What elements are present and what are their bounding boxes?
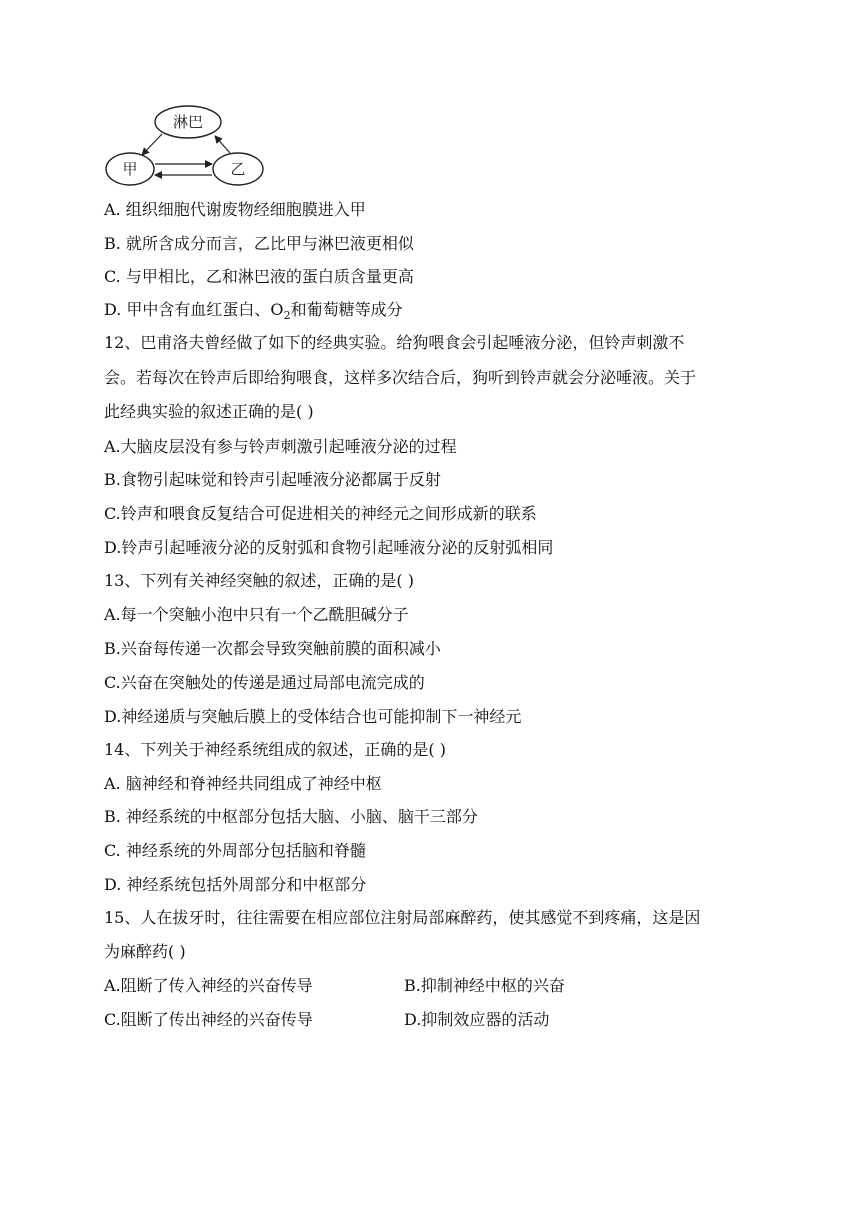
q13-option-a: A.每一个突触小泡中只有一个乙酰胆碱分子 — [104, 605, 409, 624]
q12-stem-line1: 12、巴甫洛夫曾经做了如下的经典实验。给狗喂食会引起唾液分泌，但铃声刺激不 — [104, 333, 685, 352]
q11-option-d-text: D. 甲中含有血红蛋白、O — [104, 300, 284, 319]
q12-option-d: D.铃声引起唾液分泌的反射弧和食物引起唾液分泌的反射弧相同 — [104, 538, 554, 557]
q12-stem-line2: 会。若每次在铃声后即给狗喂食，这样多次结合后，狗听到铃声就会分泌唾液。关于 — [104, 368, 697, 387]
q15-option-b: B.抑制神经中枢的兴奋 — [404, 976, 565, 995]
q14-option-c: C. 神经系统的外周部分包括脑和脊髓 — [104, 841, 366, 860]
q14-stem: 14、下列关于神经系统组成的叙述，正确的是( ) — [104, 740, 446, 759]
body-fluid-diagram — [100, 100, 270, 192]
q15-option-d: D.抑制效应器的活动 — [404, 1010, 550, 1029]
q11-option-c: C. 与甲相比，乙和淋巴液的蛋白质含量更高 — [104, 267, 414, 286]
arrow-yi-to-lymph — [215, 136, 230, 153]
q12-stem-line3: 此经典实验的叙述正确的是( ) — [104, 402, 314, 421]
q12-option-a: A.大脑皮层没有参与铃声刺激引起唾液分泌的过程 — [104, 437, 457, 456]
q15-stem-line1: 15、人在拔牙时，往往需要在相应部位注射局部麻醉药，使其感觉不到疼痛，这是因 — [104, 908, 701, 927]
q13-option-b: B.兴奋每传递一次都会导致突触前膜的面积减小 — [104, 639, 441, 658]
q13-option-c: C.兴奋在突触处的传递是通过局部电流完成的 — [104, 673, 425, 692]
q14-option-d: D. 神经系统包括外周部分和中枢部分 — [104, 875, 367, 894]
q13-option-d: D.神经递质与突触后膜上的受体结合也可能抑制下一神经元 — [104, 707, 522, 726]
q15-option-c: C.阻断了传出神经的兴奋传导 — [104, 1010, 313, 1029]
q15-stem-line2: 为麻醉药( ) — [104, 942, 186, 961]
q15-option-a: A.阻断了传入神经的兴奋传导 — [104, 976, 313, 995]
q11-option-a: A. 组织细胞代谢废物经细胞膜进入甲 — [104, 200, 366, 219]
yi-label: 乙 — [230, 160, 246, 178]
q12-option-b: B.食物引起味觉和铃声引起唾液分泌都属于反射 — [104, 470, 441, 489]
q11-option-d-rest: 和葡萄糖等成分 — [290, 300, 403, 319]
q12-option-c: C.铃声和喂食反复结合可促进相关的神经元之间形成新的联系 — [104, 504, 537, 523]
jia-label: 甲 — [122, 160, 138, 178]
lymph-label: 淋巴 — [172, 113, 204, 131]
q11-option-b: B. 就所含成分而言，乙比甲与淋巴液更相似 — [104, 234, 414, 253]
q14-option-b: B. 神经系统的中枢部分包括大脑、小脑、脑干三部分 — [104, 807, 478, 826]
q11-option-d — [104, 300, 403, 323]
arrow-lymph-to-jia — [142, 134, 162, 155]
o2-subscript: 2 — [283, 309, 291, 323]
q13-stem: 13、下列有关神经突触的叙述，正确的是( ) — [104, 571, 414, 590]
q14-option-a: A. 脑神经和脊神经共同组成了神经中枢 — [104, 774, 382, 793]
